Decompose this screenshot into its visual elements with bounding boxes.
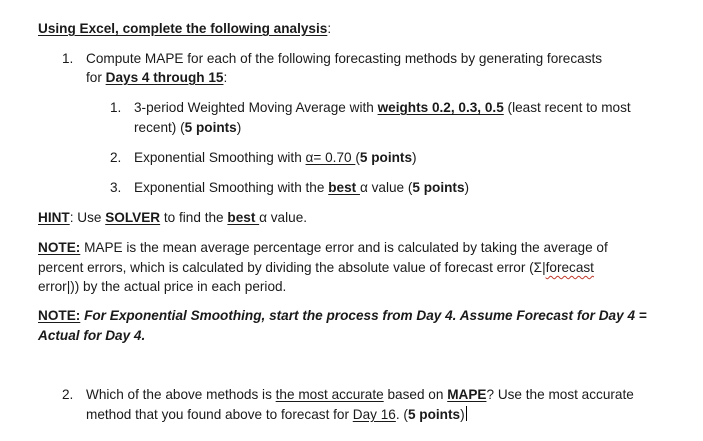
sub1-points: 5 points: [184, 120, 237, 135]
note2-label: NOTE:: [38, 308, 81, 323]
q2-day16: Day 16: [352, 407, 396, 422]
q2-line2: method that you found above to forecast for Day 16. (5 points): [86, 407, 465, 422]
q2-mape: MAPE: [447, 387, 487, 402]
sub3-points: 5 points: [412, 180, 465, 195]
hint-solver: SOLVER: [105, 210, 161, 225]
hint: HINT: Use SOLVER to find the best α value.: [38, 210, 308, 225]
hint-best: best: [227, 210, 260, 225]
q2-accurate: the most accurate: [275, 387, 384, 402]
q2-line1: Which of the above methods is the most accurate based on MAPE? Use the most accurate: [86, 387, 634, 402]
note1-label: NOTE:: [38, 240, 81, 255]
note2-line1: NOTE: For Exponential Smoothing, start the process from Day 4. Assume Forecast for Day 4 =: [38, 308, 647, 323]
sub2-number: 2.: [110, 150, 122, 165]
sub1-number: 1.: [110, 100, 122, 115]
note1-line3: error|)) by the actual price in each period.: [38, 279, 287, 294]
q2-points: 5 points: [407, 407, 461, 422]
note1-line1: NOTE: MAPE is the mean average percentage error and is calculated by taking the average of: [38, 240, 608, 255]
sub3-line: Exponential Smoothing with the best α value (5 points): [134, 180, 470, 195]
heading-text: Using Excel, complete the following analysis: [38, 21, 328, 36]
sub1-line2: recent) (5 points): [134, 120, 242, 135]
sub1-weights: weights 0.2, 0.3, 0.5: [377, 100, 504, 115]
q1-text-line1: Compute MAPE for each of the following forecasting methods by generating forecasts: [86, 51, 603, 66]
text-cursor[interactable]: [466, 406, 467, 421]
hint-label: HINT: [38, 210, 70, 225]
sub3-number: 3.: [110, 180, 122, 195]
q2-number: 2.: [62, 387, 74, 402]
sub1-line1: 3-period Weighted Moving Average with weights 0.2, 0.3, 0.5 (least recent to most: [134, 100, 631, 115]
sub2-line: Exponential Smoothing with α= 0.70 (5 points): [134, 150, 417, 165]
heading: Using Excel, complete the following analysis:: [38, 21, 332, 36]
note1-line2: percent errors, which is calculated by dividing the absolute value of forecast error (Σ|forecast: [38, 260, 594, 275]
sub2-alpha: α= 0.70: [305, 150, 356, 165]
sub2-points: 5 points: [359, 150, 413, 165]
note2-line2: Actual for Day 4.: [38, 328, 146, 343]
spellcheck-flag[interactable]: forecast: [545, 260, 594, 275]
sub3-best: best: [328, 180, 360, 195]
q1-days: Days 4 through 15: [105, 70, 224, 85]
q1-text-line2: for Days 4 through 15:: [86, 70, 228, 85]
q1-number: 1.: [62, 51, 74, 66]
